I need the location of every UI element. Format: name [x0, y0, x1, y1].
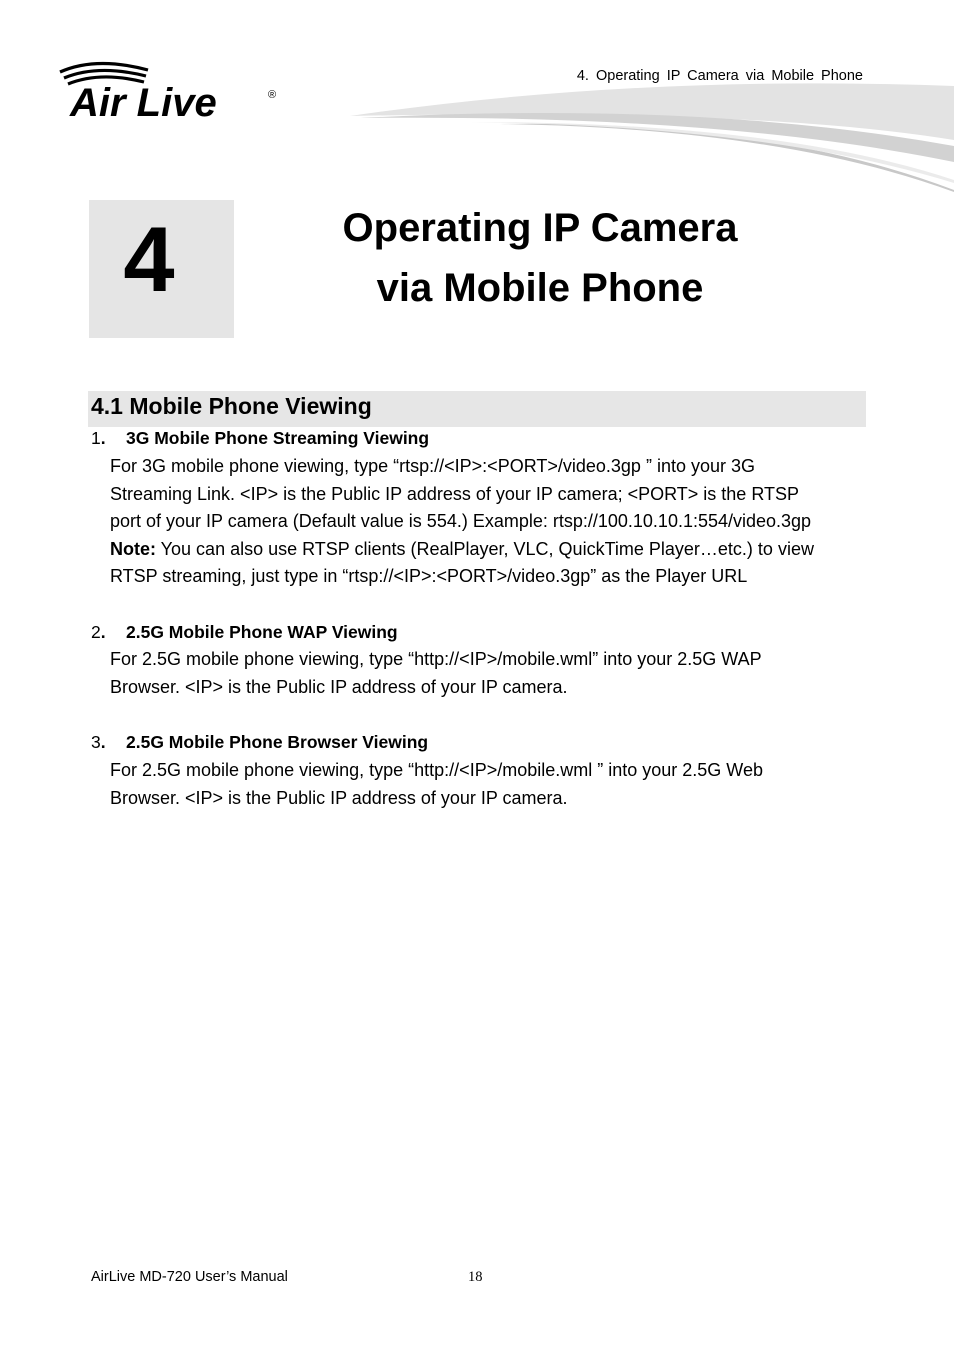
body-line: RTSP streaming, just type in “rtsp://<IP>:<PORT>/video.3gp” as the Player URL: [110, 566, 748, 587]
header-swoosh-decoration: [340, 80, 954, 195]
body-line: For 2.5G mobile phone viewing, type “http://<IP>/mobile.wml ” into your 2.5G Web: [110, 760, 763, 780]
page-number: 18: [468, 1269, 483, 1285]
airlive-logo: [56, 58, 286, 122]
footer-manual-title: AirLive MD-720 User’s Manual: [91, 1269, 288, 1285]
item-body: [110, 453, 870, 591]
note-line: [110, 536, 870, 564]
body-line: For 2.5G mobile phone viewing, type “http://<IP>/mobile.wml” into your 2.5G WAP: [110, 649, 762, 669]
note-text: You can also use RTSP clients (RealPlayer, VLC, QuickTime Player…etc.) to view: [156, 538, 814, 559]
item-number: 1.: [91, 428, 106, 448]
chapter-number: 4: [123, 209, 175, 311]
note-label: Note:: [110, 538, 156, 559]
item-number: 2.: [91, 622, 106, 642]
svg-text:Air Live: Air Live: [70, 81, 217, 122]
item-body: [110, 646, 870, 701]
item-number: 3.: [91, 732, 106, 752]
item-heading: 2.5G Mobile Phone Browser Viewing: [126, 732, 429, 752]
item-heading: 3G Mobile Phone Streaming Viewing: [126, 428, 430, 448]
section-title: 4.1 Mobile Phone Viewing: [91, 393, 372, 419]
chapter-title-line2: via Mobile Phone: [376, 266, 704, 310]
airlive-logo-icon: [56, 58, 286, 122]
item-body: [110, 757, 870, 812]
svg-text:®: ®: [268, 89, 277, 101]
body-line: For 3G mobile phone viewing, type “rtsp://<IP>:<PORT>/video.3gp ” into your 3G: [110, 456, 755, 476]
body-line: Browser. <IP> is the Public IP address of your IP camera.: [110, 787, 568, 808]
item-heading: 2.5G Mobile Phone WAP Viewing: [126, 622, 398, 642]
chapter-title-line1: Operating IP Camera: [342, 206, 738, 250]
body-line: Browser. <IP> is the Public IP address of your IP camera.: [110, 676, 568, 697]
running-header: 4. Operating IP Camera via Mobile Phone: [576, 68, 863, 84]
chapter-title: [290, 198, 790, 318]
body-line: Streaming Link. <IP> is the Public IP address of your IP camera; <PORT> is the RTSP: [110, 483, 800, 504]
body-line: port of your IP camera (Default value is 554.) Example: rtsp://100.10.10.1:554/video.3gp: [110, 511, 812, 532]
